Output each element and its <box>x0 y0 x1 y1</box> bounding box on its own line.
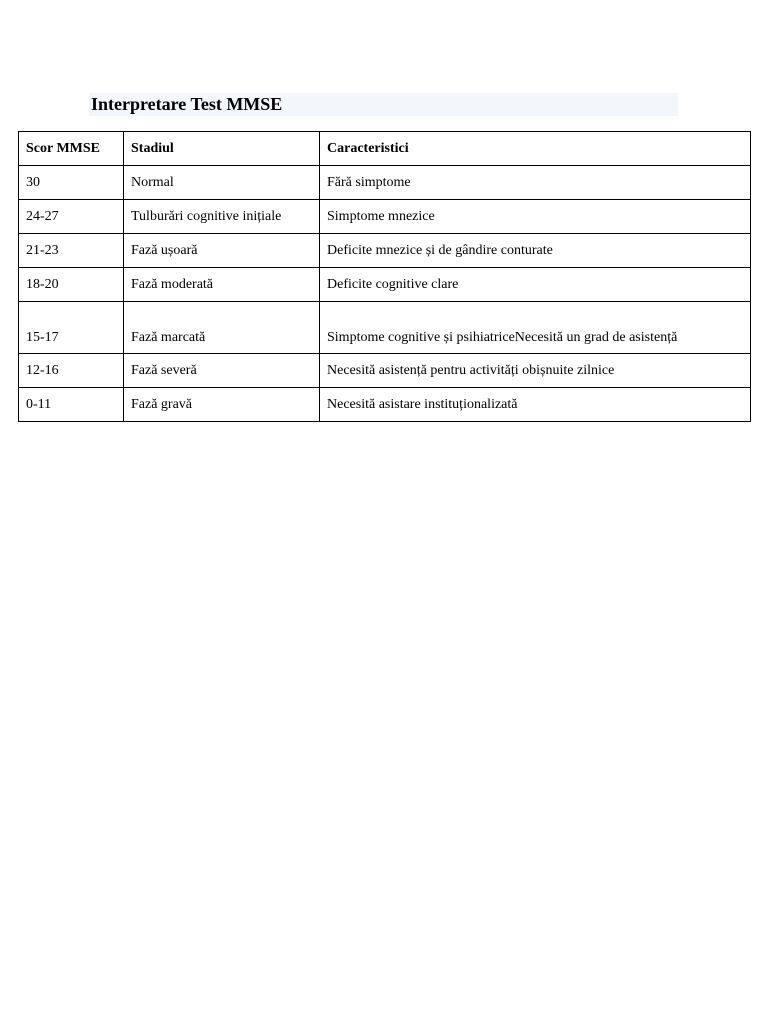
table-row <box>19 200 751 234</box>
cell-characteristics: Deficite mnezice și de gândire conturate <box>320 234 751 268</box>
cell-stage: Fază moderată <box>124 268 320 302</box>
cell-stage: Normal <box>124 166 320 200</box>
table-row <box>19 268 751 302</box>
mmse-interpretation-table <box>18 131 751 422</box>
table-row <box>19 302 751 354</box>
table-row <box>19 388 751 422</box>
table-row <box>19 354 751 388</box>
cell-stage: Fază gravă <box>124 388 320 422</box>
cell-stage: Fază ușoară <box>124 234 320 268</box>
cell-score: 15-17 <box>19 302 124 354</box>
table-row <box>19 234 751 268</box>
cell-score: 30 <box>19 166 124 200</box>
header-score: Scor MMSE <box>19 132 124 166</box>
cell-stage: Tulburări cognitive inițiale <box>124 200 320 234</box>
cell-stage: Fază marcată <box>124 302 320 354</box>
cell-score: 21-23 <box>19 234 124 268</box>
cell-score: 18-20 <box>19 268 124 302</box>
cell-score: 0-11 <box>19 388 124 422</box>
table-row <box>19 166 751 200</box>
title-highlight-band <box>89 93 678 116</box>
cell-characteristics: Deficite cognitive clare <box>320 268 751 302</box>
cell-stage: Fază severă <box>124 354 320 388</box>
cell-characteristics: Necesită asistență pentru activități obișnuite zilnice <box>320 354 751 388</box>
document-title: Interpretare Test MMSE <box>91 94 283 114</box>
cell-score: 12-16 <box>19 354 124 388</box>
cell-characteristics: Simptome mnezice <box>320 200 751 234</box>
cell-score: 24-27 <box>19 200 124 234</box>
table-header-row <box>19 132 751 166</box>
header-stage: Stadiul <box>124 132 320 166</box>
cell-characteristics: Fără simptome <box>320 166 751 200</box>
header-characteristics: Caracteristici <box>320 132 751 166</box>
cell-characteristics: Simptome cognitive și psihiatriceNecesită un grad de asistență <box>320 302 751 354</box>
cell-characteristics: Necesită asistare instituționalizată <box>320 388 751 422</box>
